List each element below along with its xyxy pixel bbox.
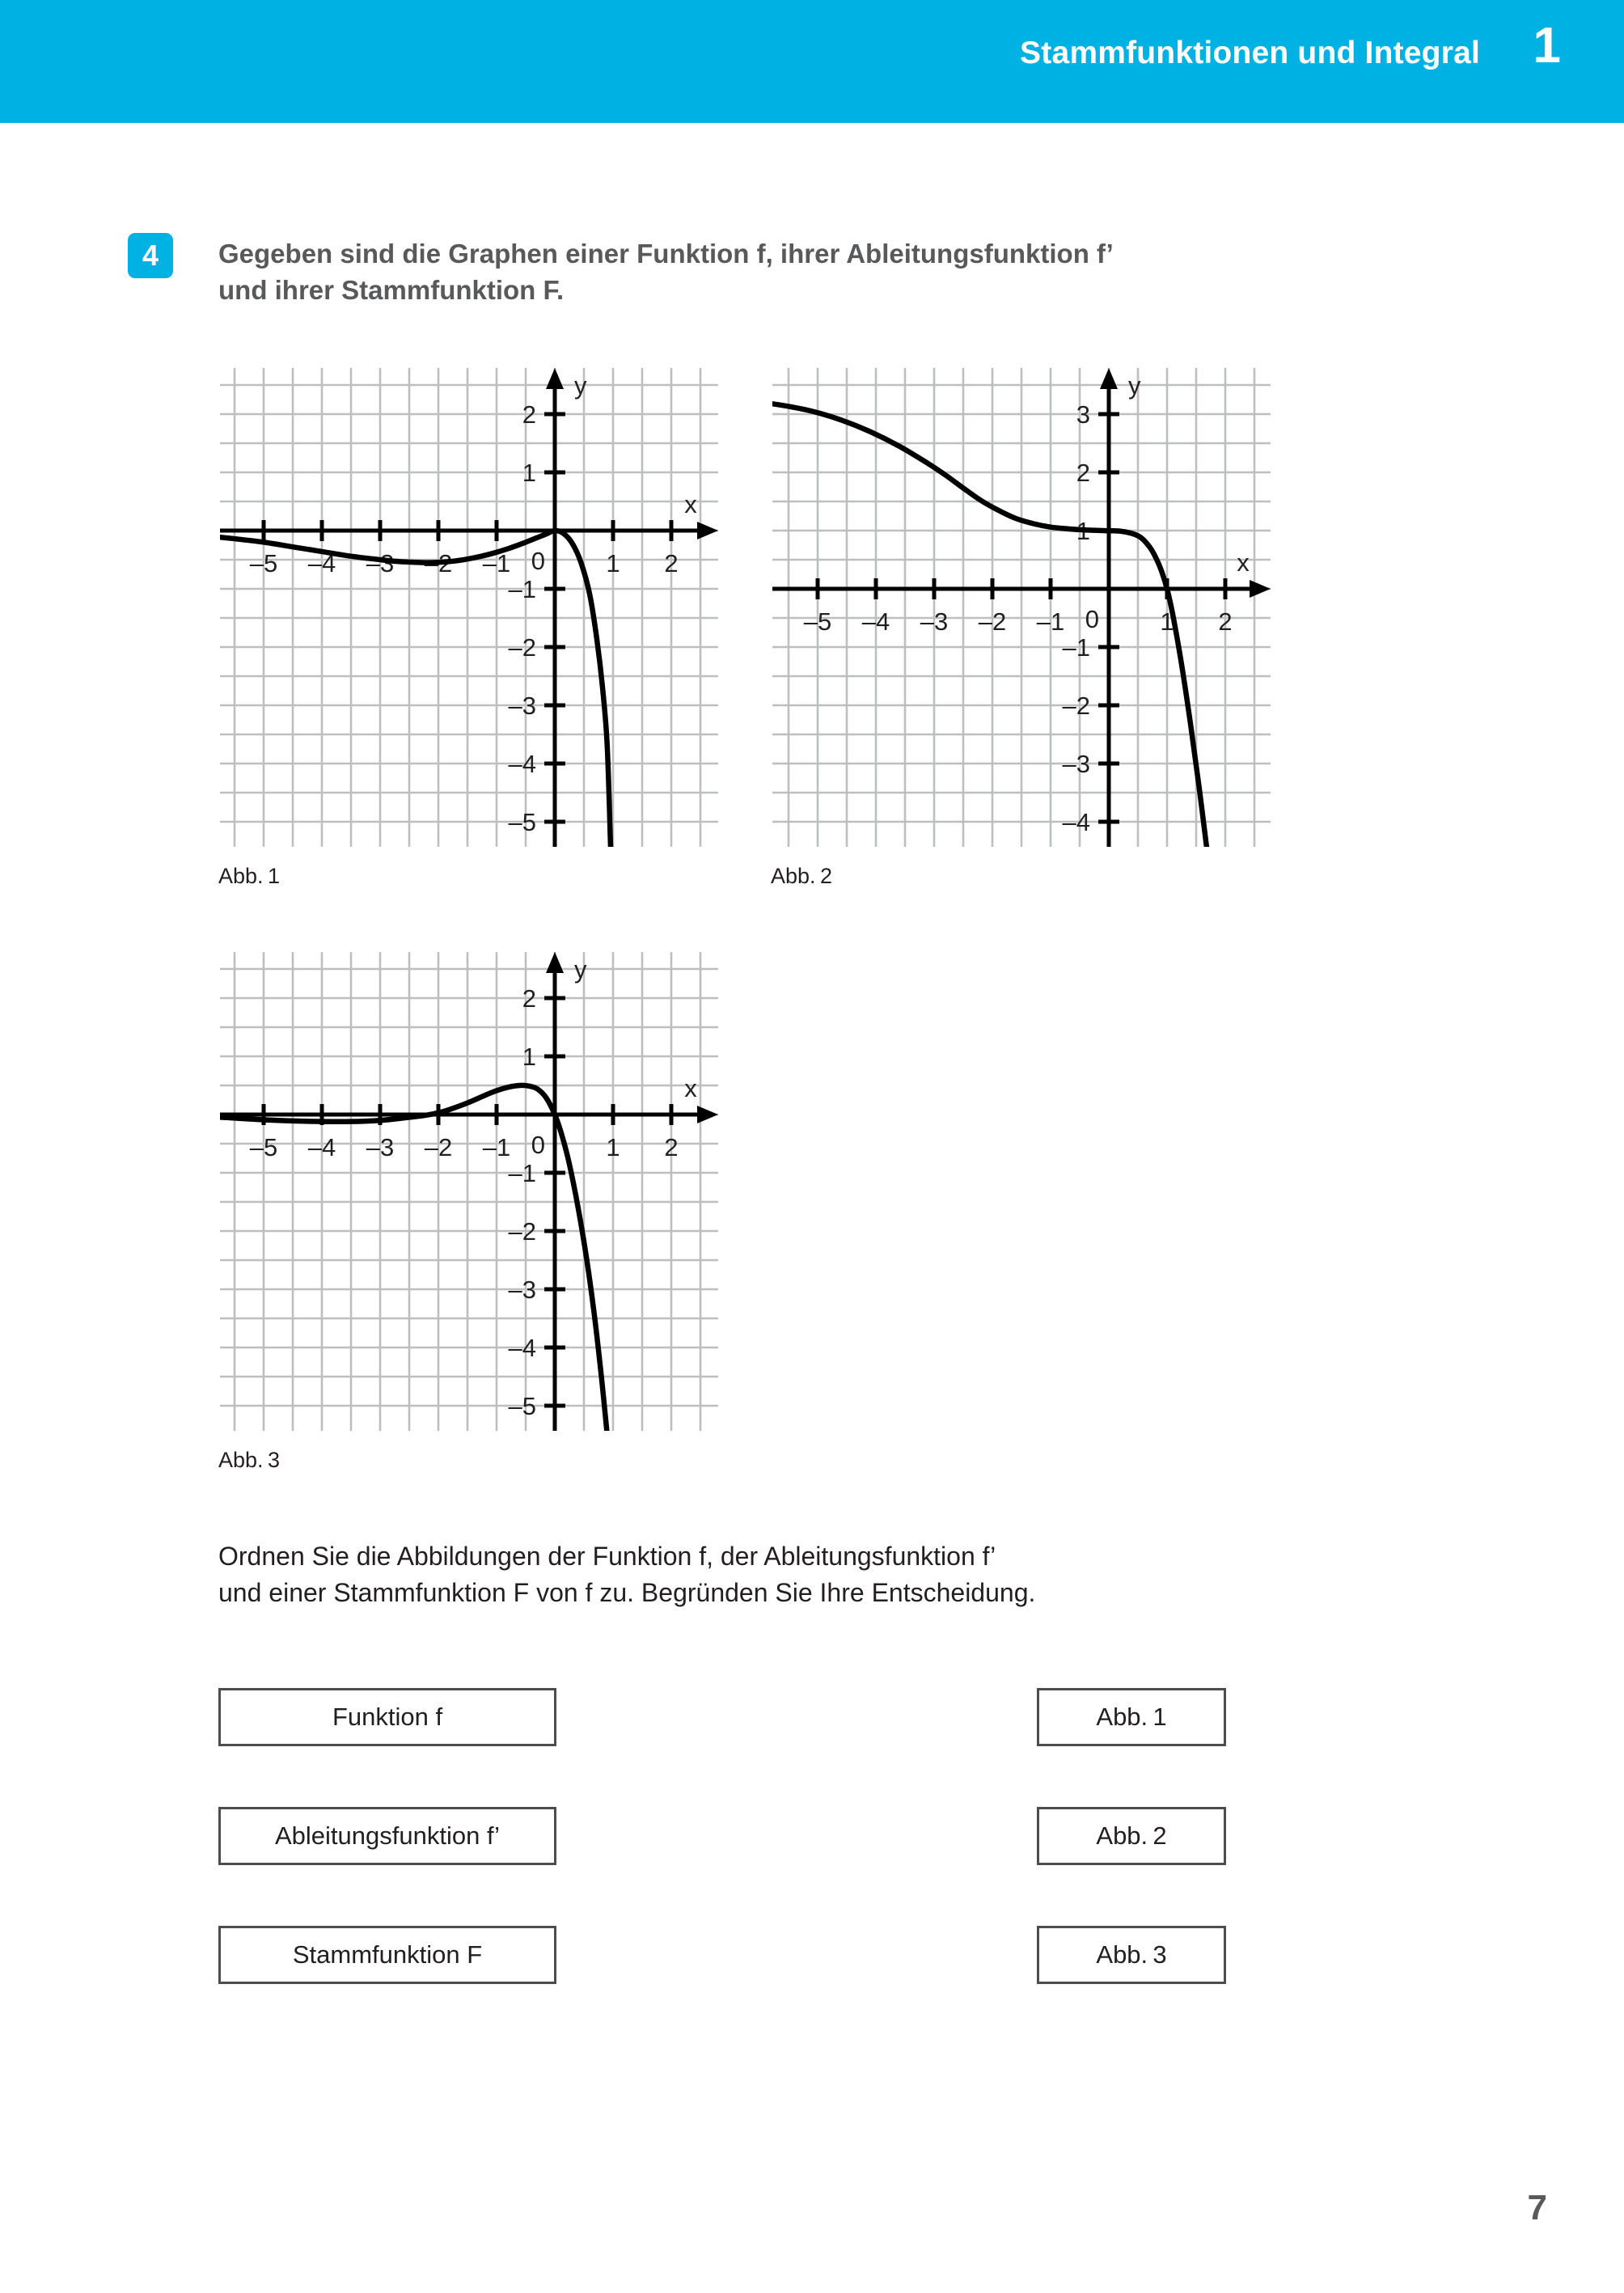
y-tick-label: –1 — [1062, 633, 1090, 662]
match-right-box-abb1[interactable]: Abb. 1 — [1037, 1688, 1226, 1746]
x-tick-label: –2 — [978, 607, 1007, 636]
match-right-box-abb3[interactable]: Abb. 3 — [1037, 1926, 1226, 1984]
x-tick-label: –5 — [249, 549, 278, 577]
function-curve — [220, 531, 611, 847]
x-tick-label: 2 — [664, 1133, 679, 1161]
grid-lines — [220, 368, 718, 847]
x-tick-label: –1 — [482, 1133, 511, 1161]
exercise-intro-line-2: und ihrer Stammfunktion F. — [218, 274, 565, 305]
origin-label: 0 — [531, 1131, 545, 1159]
y-tick-label: –4 — [508, 1334, 536, 1362]
coordinate-system-abb2 — [772, 368, 1271, 847]
page-number: 7 — [1527, 2188, 1547, 2227]
origin-label: 0 — [1085, 605, 1099, 633]
exercise-intro-text — [218, 236, 1229, 309]
y-tick-label: –3 — [1062, 750, 1090, 778]
y-tick-label: –3 — [508, 692, 536, 720]
match-right-box-abb2[interactable]: Abb. 2 — [1037, 1807, 1226, 1865]
figure-abb1 — [220, 368, 718, 847]
x-axis-label: x — [1237, 548, 1250, 577]
figure-abb2 — [772, 368, 1271, 847]
y-tick-label: 2 — [522, 984, 536, 1013]
figure-caption-abb3: Abb. 3 — [218, 1448, 280, 1472]
x-tick-label: –2 — [424, 549, 453, 577]
y-tick-label: 1 — [522, 459, 536, 487]
x-tick-label: –4 — [307, 549, 336, 577]
match-left-box-stammfunktion[interactable]: Stammfunktion F — [218, 1926, 556, 1984]
y-tick-label: 1 — [1076, 517, 1090, 545]
question-text — [218, 1538, 1286, 1612]
question-line-2: und einer Stammfunktion F von f zu. Begründen Sie Ihre Entscheidung. — [218, 1578, 1036, 1608]
y-tick-label: –5 — [508, 808, 536, 836]
match-left-box-funktion-f[interactable]: Funktion f — [218, 1688, 556, 1746]
x-tick-label: –4 — [861, 607, 890, 636]
axes — [220, 368, 718, 847]
figure-caption-abb2: Abb. 2 — [771, 864, 832, 888]
x-tick-label: 2 — [1218, 607, 1233, 636]
figure-caption-abb1: Abb. 1 — [218, 864, 280, 888]
y-tick-label: –2 — [508, 1217, 536, 1246]
exercise-intro-line-1: Gegeben sind die Graphen einer Funktion f, ihrer Ableitungsfunktion f’ — [218, 239, 1114, 269]
x-tick-label: –5 — [803, 607, 832, 636]
x-tick-label: –3 — [366, 549, 395, 577]
y-tick-label: –2 — [1062, 692, 1090, 720]
x-tick-label: 1 — [606, 1133, 620, 1161]
y-tick-label: 2 — [522, 400, 536, 429]
grid-lines — [220, 952, 718, 1431]
page-header-bar — [0, 0, 1624, 123]
y-tick-label: –1 — [508, 1159, 536, 1187]
axes — [220, 952, 718, 1431]
page-header-title: Stammfunktionen und Integral — [1020, 36, 1480, 70]
x-tick-label: –5 — [249, 1133, 278, 1161]
chapter-number: 1 — [1533, 18, 1561, 74]
x-tick-label: –1 — [482, 549, 511, 577]
y-tick-label: 1 — [522, 1043, 536, 1071]
x-tick-label: –4 — [307, 1133, 336, 1161]
x-tick-label: 1 — [1160, 607, 1174, 636]
y-tick-label: –4 — [508, 750, 536, 778]
y-axis-label: y — [574, 955, 587, 984]
y-axis-label: y — [574, 371, 587, 400]
x-tick-label: –1 — [1036, 607, 1065, 636]
y-tick-label: 3 — [1076, 400, 1090, 429]
question-line-1: Ordnen Sie die Abbildungen der Funktion f, der Ableitungsfunktion f’ — [218, 1542, 996, 1571]
figure-abb3 — [220, 952, 718, 1431]
coordinate-system-abb1 — [220, 368, 718, 847]
y-axis-label: y — [1128, 371, 1141, 400]
x-tick-label: –3 — [366, 1133, 395, 1161]
function-curve — [220, 1085, 607, 1431]
origin-label: 0 — [531, 547, 545, 575]
x-tick-label: 1 — [606, 549, 620, 577]
x-tick-label: –3 — [920, 607, 949, 636]
exercise-number-badge: 4 — [128, 233, 173, 278]
x-tick-label: –2 — [424, 1133, 453, 1161]
y-tick-label: –1 — [508, 575, 536, 603]
x-tick-label: 2 — [664, 549, 679, 577]
y-tick-label: 2 — [1076, 459, 1090, 487]
y-tick-label: –5 — [508, 1392, 536, 1420]
y-tick-label: –3 — [508, 1276, 536, 1304]
match-left-box-ableitungsfunktion[interactable]: Ableitungsfunktion f’ — [218, 1807, 556, 1865]
coordinate-system-abb3 — [220, 952, 718, 1431]
x-axis-label: x — [684, 1074, 697, 1102]
x-axis-label: x — [684, 490, 697, 518]
y-tick-label: –4 — [1062, 808, 1090, 836]
y-tick-label: –2 — [508, 633, 536, 662]
